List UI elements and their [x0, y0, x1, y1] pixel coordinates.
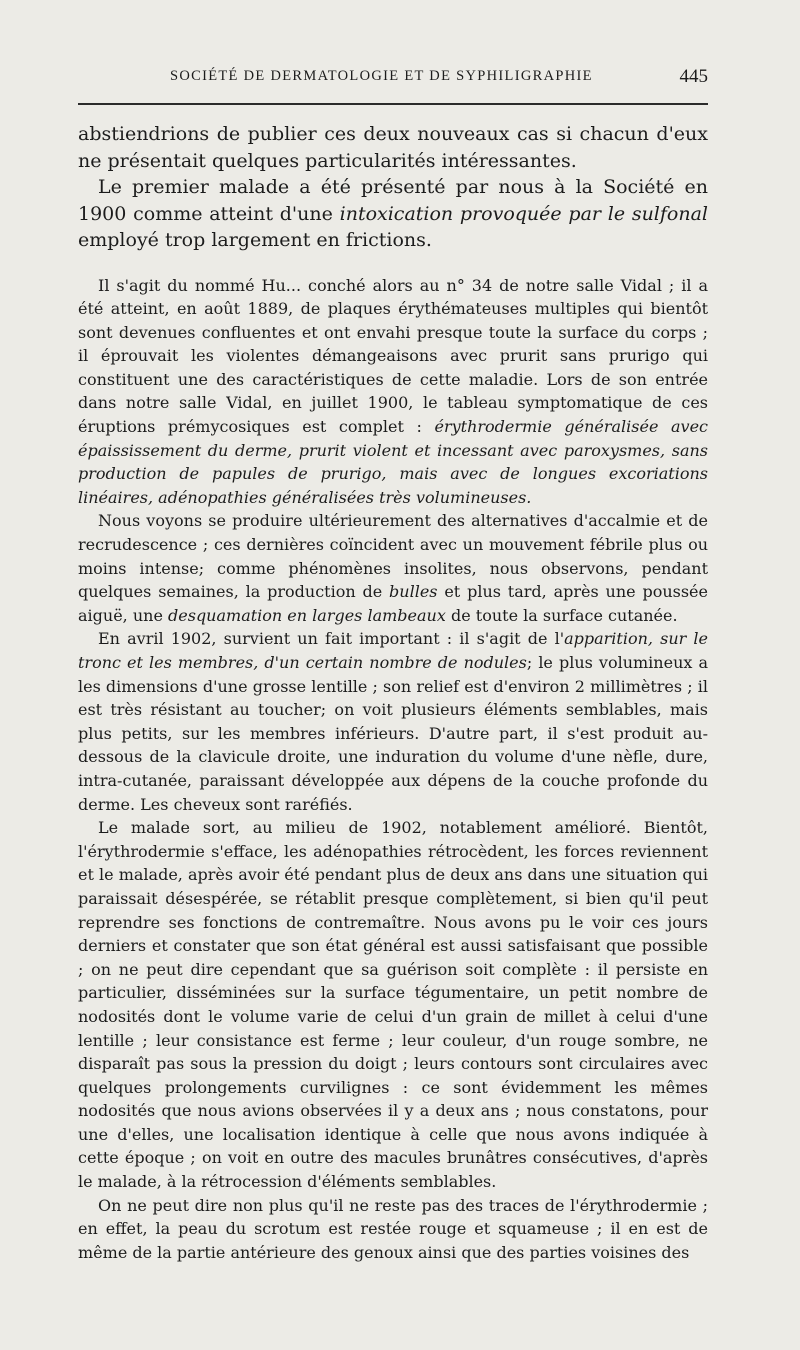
paragraph-6	[78, 816, 708, 1194]
paragraph-4	[78, 509, 708, 627]
section-gap	[78, 254, 708, 274]
paragraph-5	[78, 627, 708, 816]
italic-phrase: desquamation en larges lambeaux	[168, 605, 446, 625]
paragraph-text: On ne peut dire non plus qu'il ne reste pas des traces de l'érythrodermie ; en effet, la peau du scrotum est restée rouge et squameuse ; il en est de même de la partie antérieure des genoux ainsi que des parties voisines des	[78, 1195, 708, 1262]
italic-phrase: intoxication provoquée par le sulfonal	[339, 202, 708, 225]
paragraph-text: Il s'agit du nommé Hu... conché alors au n° 34 de notre salle Vidal ; il a été atteint, en août 1889, de plaques érythémateuses multiples qui bientôt sont devenues confluentes et ont envahi presque toute la surface du corps ; il éprouvait les violentes démangeaisons avec prurit sans prurigo qui constituent une des caractéristiques de cette maladie. Lors de son entrée dans notre salle Vidal, en juillet 1900, le tableau symptomatique de ces éruptions prémycosiques est complet :	[78, 275, 708, 437]
paragraph-1	[78, 121, 708, 174]
paragraph-text: de toute la surface cutanée.	[445, 605, 678, 625]
italic-phrase: bulles	[389, 582, 438, 602]
paragraph-text: et plus tard, après une poussée aiguë, une	[78, 582, 708, 625]
paragraph-7	[78, 1194, 708, 1265]
paragraph-text: Le premier malade a été présenté par nous à la Société en 1900 comme atteint d'une	[78, 176, 708, 225]
paragraph-text: Nous voyons se produire ultérieurement des alternatives d'accalmie et de recrudescence ; ces dernières coïncident avec un mouvement fébrile plus ou moins intense; comme phénomènes insolites, nous observons, pendant quelques semaines, la production de	[78, 511, 708, 602]
italic-phrase: apparition, sur le tronc et les membres, d'un certain nombre de nodules	[78, 629, 708, 672]
page-number: 445	[679, 66, 708, 87]
paragraph-text: abstiendrions de publier ces deux nouveaux cas si chacun d'eux ne présentait quelques particularités intéressantes.	[78, 123, 708, 172]
paragraph-text: Le malade sort, au milieu de 1902, notablement amélioré. Bientôt, l'érythrodermie s'efface, les adénopathies rétrocèdent, les forces reviennent et le malade, après avoir été pendant plus de deux ans dans une situation qui paraissait désespérée, se rétablit presque complètement, si bien qu'il peut reprendre ses fonctions de contremaître. Nous avons pu le voir ces jours derniers et constater que son état général est aussi satisfaisant que possible ; on ne peut dire cependant que sa guérison soit complète : il persiste en particulier, disséminées sur la surface tégumentaire, un petit nombre de nodosités dont le volume varie de celui d'un grain de millet à celui d'une lentille ; leur consistance est ferme ; leur couleur, d'un rouge sombre, ne disparaît pas sous la pression du doigt ; leurs contours sont circulaires avec quelques prolongements curvilignes : ce sont évidemment les mêmes nodosités que nous avions observées il y a deux ans ; nous constatons, pour une d'elles, une localisation identique à celle que nous avons indiquée à cette époque ; on voit en outre des macules brunâtres consécutives, d'après le malade, à la rétrocession d'éléments semblables.	[78, 818, 708, 1192]
paragraph-text: employé trop largement en frictions.	[78, 229, 432, 251]
running-head: SOCIÉTÉ DE DERMATOLOGIE ET DE SYPHILIGRAPHIE	[170, 68, 593, 84]
page-header	[78, 66, 708, 94]
italic-phrase: érythrodermie généralisée avec épaississement du derme, prurit violent et incessant avec paroxysmes, sans production de papules de prurigo, mais avec de longues excoriations linéaires, adénopathies généralisées très volumineuses.	[78, 417, 709, 507]
paragraph-2	[78, 174, 708, 254]
header-rule	[78, 103, 708, 105]
paragraph-text: ; le plus volumineux a les dimensions d'une grosse lentille ; son relief est d'environ 2 millimètres ; il est très résistant au toucher; on voit plusieurs éléments semblables, mais plus petits, sur les membres inférieurs. D'autre part, il s'est produit au-dessous de la clavicule droite, une induration du volume d'une nèfle, dure, intra-cutanée, paraissant développée aux dépens de la couche profonde du derme. Les cheveux sont raréfiés.	[78, 653, 708, 814]
paragraph-text: En avril 1902, survient un fait important : il s'agit de l'	[98, 629, 565, 649]
page-body	[78, 121, 708, 1264]
paragraph-3	[78, 274, 708, 510]
